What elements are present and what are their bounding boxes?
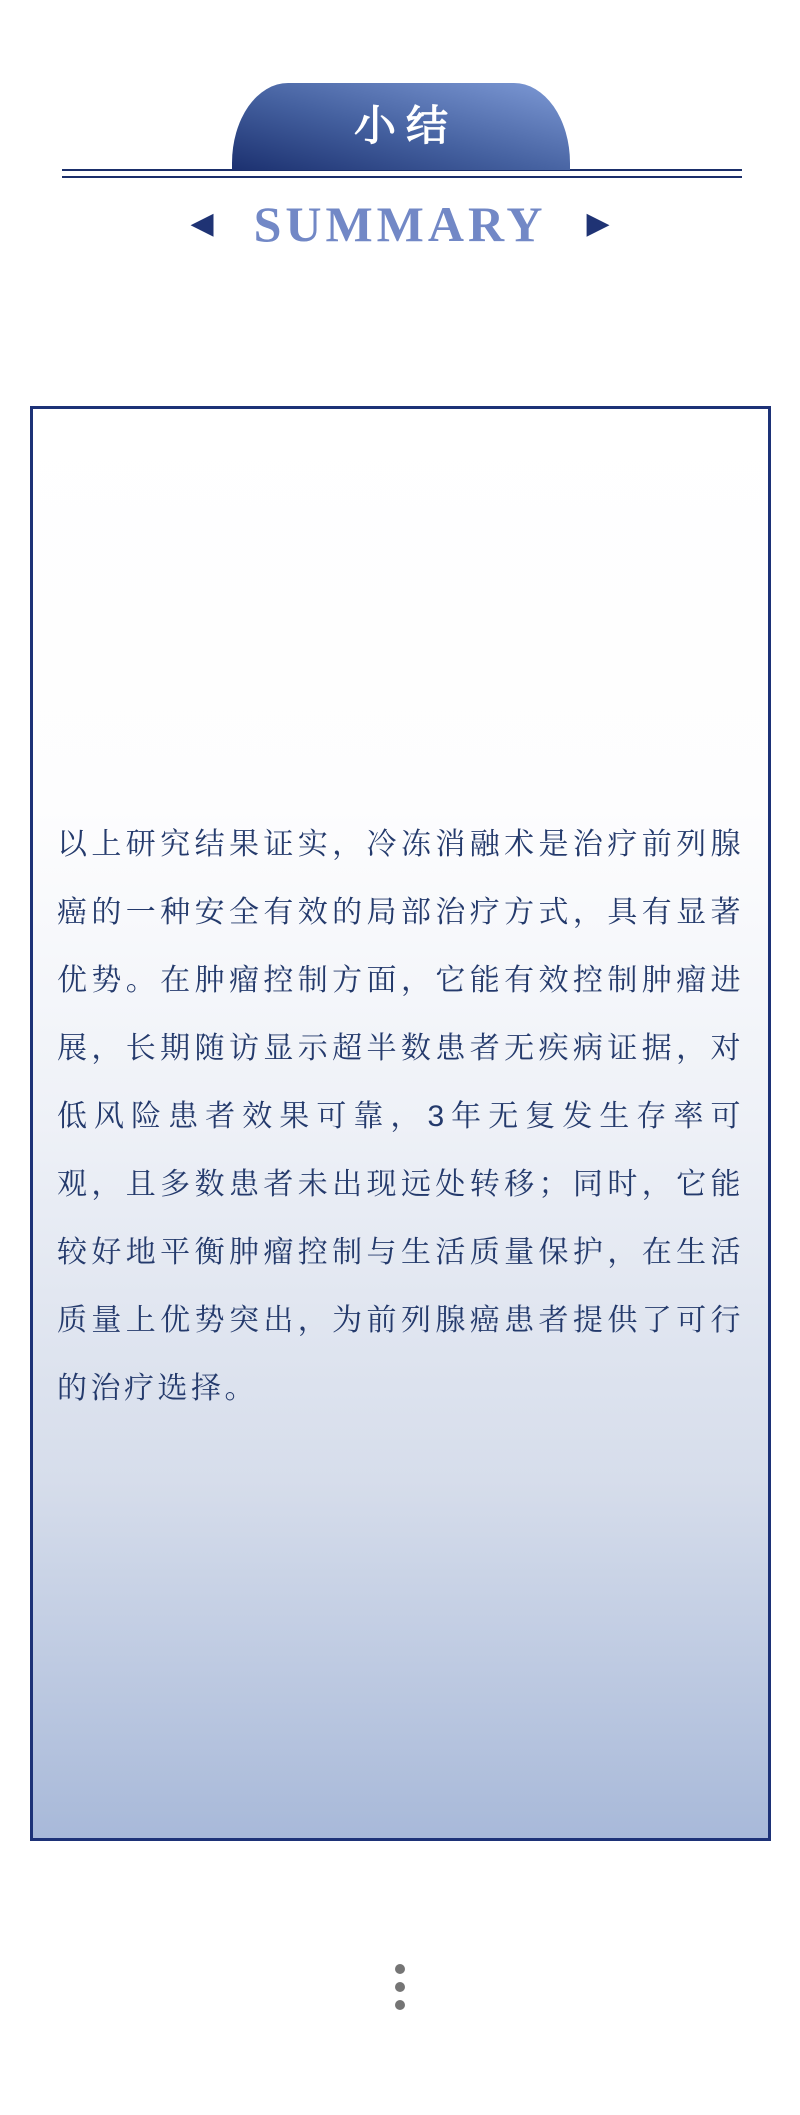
ellipsis-dot: [395, 2000, 405, 2010]
more-indicator: [0, 1964, 800, 2010]
summary-heading: [0, 194, 800, 254]
section-badge-title: 小结: [353, 103, 458, 150]
divider-line-bottom: [62, 176, 742, 178]
left-arrow-icon: ◀: [190, 207, 214, 240]
summary-paragraph: 以上研究结果证实，冷冻消融术是治疗前列腺癌的一种安全有效的局部治疗方式，具有显著优势。在肿瘤控制方面，它能有效控制肿瘤进展，长期随访显示超半数患者无疾病证据，对低风险患者效果可靠，3年无复发生存率可观，且多数患者未出现远处转移；同时，它能较好地平衡肿瘤控制与生活质量保护，在生活质量上优势突出，为前列腺癌患者提供了可行的治疗选择。: [57, 828, 744, 1405]
section-badge: [232, 83, 570, 170]
ellipsis-dot: [395, 1964, 405, 1974]
right-arrow-icon: ▶: [586, 207, 610, 240]
summary-card: [30, 406, 771, 1841]
ellipsis-dot: [395, 1982, 405, 1992]
summary-heading-label: SUMMARY: [253, 196, 547, 252]
